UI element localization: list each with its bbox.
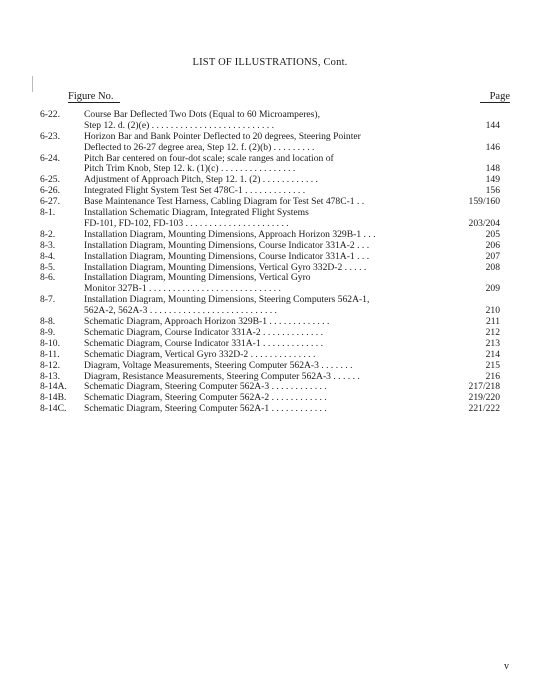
list-item xyxy=(0,393,540,404)
caption-line: FD-101, FD-102, FD-103 . . . . . . . . . . . . . . . . . . . . . . xyxy=(84,218,289,229)
figure-number: 6-27. xyxy=(40,196,60,208)
caption-line: Schematic Diagram, Course Indicator 331A-2 . . . . . . . . . . . . . xyxy=(84,327,323,338)
caption-line: Base Maintenance Test Harness, Cabling Diagram for Test Set 478C-1 . . xyxy=(84,197,365,208)
caption-line: Installation Schematic Diagram, Integrated Flight Systems xyxy=(84,208,309,219)
figure-no-header: Figure No. xyxy=(68,91,120,103)
list-item xyxy=(0,241,540,252)
caption-line: Diagram, Resistance Measurements, Steering Computer 562A-3 . . . . . . xyxy=(84,371,360,382)
page-title: LIST OF ILLUSTRATIONS, Cont. xyxy=(192,57,348,68)
list-item xyxy=(0,382,540,393)
list-item xyxy=(0,273,540,295)
figure-caption xyxy=(84,132,461,154)
figure-caption xyxy=(84,154,461,176)
caption-line: Deflected to 26-27 degree area, Step 12. f. (2)(b) . . . . . . . . . xyxy=(84,142,315,153)
figure-caption xyxy=(84,208,461,230)
page-reference: 221/222 xyxy=(468,403,500,415)
list-item xyxy=(0,110,540,132)
page-reference: 206 xyxy=(485,239,500,251)
figure-caption xyxy=(84,241,461,252)
caption-line: Pitch Trim Knob, Step 12. k. (1)(c) . . . . . . . . . . . . . . . . xyxy=(84,164,296,175)
figure-caption xyxy=(84,361,461,372)
caption-line: Installation Diagram, Mounting Dimensions, Course Indicator 331A-2 . . . xyxy=(84,240,370,251)
page-reference: 213 xyxy=(485,337,500,349)
list-item xyxy=(0,350,540,361)
caption-line: Monitor 327B-1 . . . . . . . . . . . . . . . . . . . . . . . . . . . . xyxy=(84,284,281,295)
figure-number: 6-22. xyxy=(40,109,60,120)
illustrations-list xyxy=(0,110,540,415)
figure-number: 8-1. xyxy=(40,207,56,219)
list-item xyxy=(0,339,540,350)
list-item xyxy=(0,317,540,328)
page-reference: 215 xyxy=(485,359,500,371)
caption-line: Installation Diagram, Mounting Dimensions, Approach Horizon 329B-1 . . . xyxy=(84,229,376,240)
page-reference: 148 xyxy=(485,163,500,175)
figure-number: 6-26. xyxy=(40,185,60,197)
figure-caption xyxy=(84,382,461,393)
figure-caption xyxy=(84,252,461,263)
figure-number: 8-10. xyxy=(40,337,60,349)
list-item xyxy=(0,186,540,197)
figure-caption xyxy=(84,186,461,197)
caption-line: Pitch Bar centered on four-dot scale; scale ranges and location of xyxy=(84,153,334,164)
figure-number: 6-25. xyxy=(40,174,60,186)
page-reference: 207 xyxy=(485,250,500,262)
figure-caption xyxy=(84,230,461,241)
page-reference: 203/204 xyxy=(468,217,500,229)
caption-line: 562A-2, 562A-3 . . . . . . . . . . . . . . . . . . . . . . . . . . . xyxy=(84,306,277,317)
page-reference: 156 xyxy=(485,185,500,197)
figure-caption xyxy=(84,175,461,186)
figure-number: 6-24. xyxy=(40,152,60,164)
caption-line: Installation Diagram, Mounting Dimensions, Steering Computers 562A-1, xyxy=(84,295,370,306)
caption-line: Schematic Diagram, Steering Computer 562A-1 . . . . . . . . . . . . xyxy=(84,404,327,415)
page-reference: 210 xyxy=(485,305,500,317)
caption-line: Integrated Flight System Test Set 478C-1 . . . . . . . . . . . . . xyxy=(84,186,306,197)
page-reference: 149 xyxy=(485,174,500,186)
figure-caption xyxy=(84,263,461,274)
page-reference: 212 xyxy=(485,326,500,338)
figure-number: 8-7. xyxy=(40,294,56,306)
figure-number: 8-5. xyxy=(40,261,56,273)
caption-line: Schematic Diagram, Steering Computer 562A-2 . . . . . . . . . . . . xyxy=(84,393,327,404)
figure-number: 8-13. xyxy=(40,370,60,382)
page-number-footer: v xyxy=(504,661,509,672)
figure-number: 8-6. xyxy=(40,272,56,284)
page-reference: 214 xyxy=(485,348,500,360)
figure-caption xyxy=(84,350,461,361)
figure-number: 8-2. xyxy=(40,228,56,240)
figure-caption xyxy=(84,339,461,350)
caption-line: Installation Diagram, Mounting Dimensions, Vertical Gyro xyxy=(84,273,311,284)
figure-number: 8-12. xyxy=(40,359,60,371)
list-item xyxy=(0,132,540,154)
figure-caption xyxy=(84,393,461,404)
list-item xyxy=(0,328,540,339)
list-item xyxy=(0,154,540,176)
page-reference: 216 xyxy=(485,370,500,382)
caption-line: Installation Diagram, Mounting Dimensions, Course Indicator 331A-1 . . . xyxy=(84,251,370,262)
figure-caption xyxy=(84,295,461,317)
figure-number: 8-14C. xyxy=(40,403,67,415)
figure-number: 8-3. xyxy=(40,239,56,251)
caption-line: Schematic Diagram, Vertical Gyro 332D-2 . . . . . . . . . . . . . . xyxy=(84,349,316,360)
figure-number: 8-8. xyxy=(40,316,56,328)
list-item xyxy=(0,197,540,208)
figure-caption xyxy=(84,328,461,339)
caption-line: Installation Diagram, Mounting Dimensions, Vertical Gyro 332D-2 . . . . . xyxy=(84,262,367,273)
page-reference: 217/218 xyxy=(468,381,500,393)
list-item xyxy=(0,361,540,372)
figure-number: 8-9. xyxy=(40,326,56,338)
caption-line: Horizon Bar and Bank Pointer Deflected to 20 degrees, Steering Pointer xyxy=(84,131,361,142)
figure-caption xyxy=(84,404,461,415)
figure-number: 8-14A. xyxy=(40,381,67,393)
figure-number: 8-14B. xyxy=(40,392,67,404)
page-reference: 208 xyxy=(485,261,500,273)
list-item xyxy=(0,175,540,186)
page-reference: 219/220 xyxy=(468,392,500,404)
figure-caption xyxy=(84,110,461,132)
caption-line: Schematic Diagram, Steering Computer 562A-3 . . . . . . . . . . . . xyxy=(84,382,327,393)
list-item xyxy=(0,252,540,263)
page-reference: 144 xyxy=(485,119,500,131)
figure-caption xyxy=(84,372,461,383)
caption-line: Adjustment of Approach Pitch, Step 12. 1. (2) . . . . . . . . . . . . xyxy=(84,175,318,186)
margin-mark xyxy=(32,76,34,92)
list-item xyxy=(0,230,540,241)
caption-line: Schematic Diagram, Approach Horizon 329B-1 . . . . . . . . . . . . . xyxy=(84,317,330,328)
list-item xyxy=(0,372,540,383)
figure-number: 8-11. xyxy=(40,348,60,360)
caption-line: Schematic Diagram, Course Indicator 331A-1 . . . . . . . . . . . . . xyxy=(84,338,323,349)
list-item xyxy=(0,263,540,274)
figure-number: 6-23. xyxy=(40,130,60,142)
figure-caption xyxy=(84,273,461,295)
page-reference: 205 xyxy=(485,228,500,240)
caption-line: Step 12. d. (2)(e) . . . . . . . . . . . . . . . . . . . . . . . . . . xyxy=(84,120,274,131)
figure-caption xyxy=(84,197,461,208)
page-reference: 159/160 xyxy=(468,196,500,208)
page-reference: 209 xyxy=(485,283,500,295)
figure-number: 8-4. xyxy=(40,250,56,262)
page-reference: 146 xyxy=(485,141,500,153)
caption-line: Diagram, Voltage Measurements, Steering Computer 562A-3 . . . . . . . xyxy=(84,360,353,371)
page-reference: 211 xyxy=(485,316,500,328)
figure-caption xyxy=(84,317,461,328)
page-header: Page xyxy=(480,91,510,103)
caption-line: Course Bar Deflected Two Dots (Equal to 60 Microamperes), xyxy=(84,110,320,120)
list-item xyxy=(0,295,540,317)
list-item xyxy=(0,404,540,415)
list-item xyxy=(0,208,540,230)
